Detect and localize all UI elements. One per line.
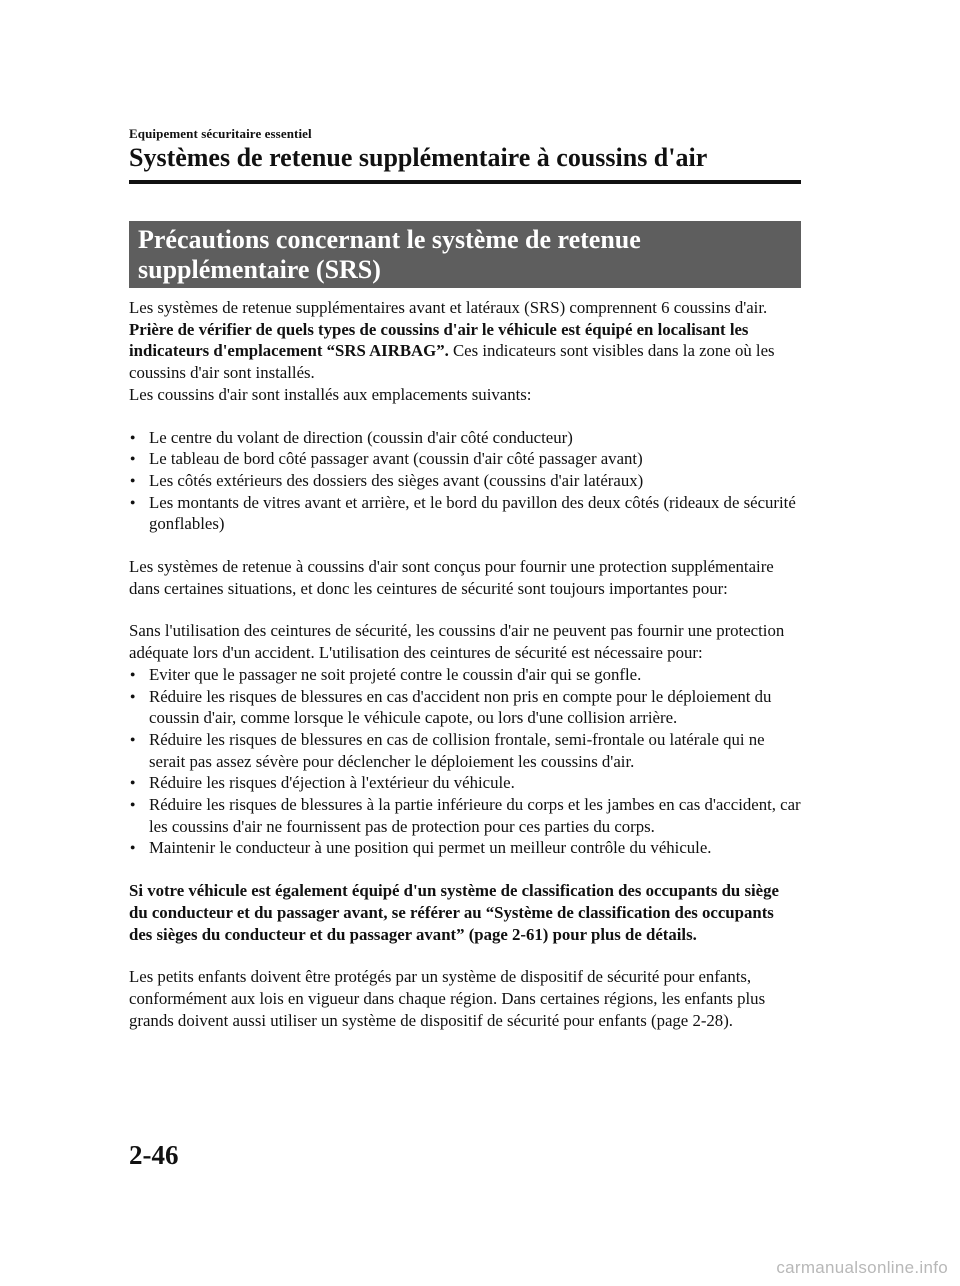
seatbelt-reasons-list [129, 664, 801, 859]
list-item: ● Les montants de vitres avant et arrière, et le bord du pavillon des deux côtés (rideaux de sécurité gonflables) [129, 492, 801, 535]
section-kicker: Equipement sécuritaire essentiel [129, 126, 312, 141]
list-item: ● Le centre du volant de direction (coussin d'air côté conducteur) [129, 427, 801, 449]
list-item: ● Réduire les risques d'éjection à l'extérieur du véhicule. [129, 772, 801, 794]
intro-paragraph [129, 297, 801, 384]
intro-text-end: Ces indicateurs sont visibles dans la zone où les coussins d'air sont installés. [129, 341, 775, 383]
list-item: ● Réduire les risques de blessures en cas d'accident non pris en compte pour le déploiement du coussin d'air, comme lorsque le véhicule capote, ou lors d'une collision arrière. [129, 686, 801, 729]
list-item: ● Eviter que le passager ne soit projeté contre le coussin d'air qui se gonfle. [129, 664, 801, 686]
section-title-line-2: supplémentaire (SRS) [138, 255, 381, 284]
list-item: ● Réduire les risques de blessures à la partie inférieure du corps et les jambes en cas d'accident, car les coussins d'air ne fournissent pas de protection pour ces parties du corps. [129, 794, 801, 837]
children-note: Les petits enfants doivent être protégés par un système de dispositif de sécurité pour enfants, conformément aux lois en vigueur dans chaque région. Dans certaines régions, les enfants plus grands doivent aussi utiliser un système de dispositif de sécurité pour enfants (page 2-28). [129, 967, 766, 1030]
list-item: ● Le tableau de bord côté passager avant (coussin d'air côté passager avant) [129, 448, 801, 470]
intro-text: Les systèmes de retenue supplémentaires avant et latéraux (SRS) comprennent 6 coussins d'air. [129, 298, 768, 317]
section-title-line-1: Précautions concernant le système de retenue [138, 225, 641, 254]
classification-note: Si votre véhicule est également équipé d'un système de classification des occupants du siège du conducteur et du passager avant, se référer au “Système de classification des occupants des sièges du conducteur et du passager avant” (page 2-61) pour plus de détails. [129, 881, 779, 944]
page-number: 2-46 [129, 1140, 179, 1170]
list-item: ● Maintenir le conducteur à une position qui permet un meilleur contrôle du véhicule. [129, 837, 801, 859]
header-rule [129, 180, 801, 184]
list-item: ● Réduire les risques de blessures en cas de collision frontale, semi-frontale ou latérale qui ne serait pas assez sévère pour déclencher le déploiement les coussins d'air. [129, 729, 801, 772]
airbag-locations-list [129, 427, 801, 536]
list-item: ● Les côtés extérieurs des dossiers des sièges avant (coussins d'air latéraux) [129, 470, 801, 492]
page-body [129, 297, 801, 1031]
supplementary-paragraph: Les systèmes de retenue à coussins d'air sont conçus pour fournir une protection supplémentaire dans certaines situations, et donc les ceintures de sécurité sont toujours importantes pour: [129, 557, 774, 598]
intro-bold-text: Prière de vérifier de quels types de coussins d'air le véhicule est équipé en localisant les indicateurs d'emplacement “SRS AIRBAG”. [129, 319, 749, 361]
watermark: carmanualsonline.info [776, 1258, 948, 1277]
chapter-title: Systèmes de retenue supplémentaire à coussins d'air [129, 143, 708, 172]
locations-intro: Les coussins d'air sont installés aux emplacements suivants: [129, 384, 532, 404]
section-heading [129, 221, 801, 288]
seatbelt-paragraph: Sans l'utilisation des ceintures de sécurité, les coussins d'air ne peuvent pas fournir une protection adéquate lors d'un accident. L'utilisation des ceintures de sécurité est nécessaire pour: [129, 621, 785, 663]
